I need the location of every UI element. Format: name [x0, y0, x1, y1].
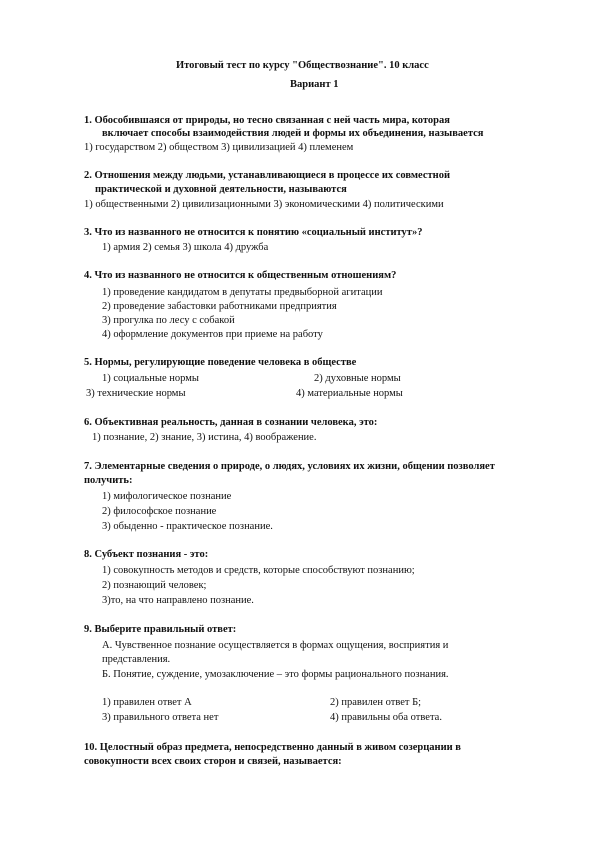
question-5-option-2: 2) духовные нормы — [314, 373, 401, 384]
question-7-option: 3) обыденно - практическое познание. — [102, 521, 273, 532]
question-9-statement-b: Б. Понятие, суждение, умозаключение – это формы рационального познания. — [102, 669, 449, 680]
question-4-option: 2) проведение забастовки работниками предприятия — [102, 301, 337, 312]
question-2-text-cont: практической и духовной деятельности, называются — [95, 184, 347, 195]
question-5-option-3: 3) технические нормы — [86, 388, 186, 399]
question-5-option-1: 1) социальные нормы — [102, 373, 199, 384]
question-8-option: 3)то, на что направлено познание. — [102, 595, 254, 606]
question-7-option: 2) философское познание — [102, 506, 217, 517]
question-2-options: 1) общественными 2) цивилизационными 3) экономическими 4) политическими — [84, 199, 444, 210]
question-9-statement-a-cont: представления. — [102, 654, 171, 665]
question-2-text: 2. Отношения между людьми, устанавливающиеся в процессе их совместной — [84, 170, 450, 181]
question-9-text: 9. Выберите правильный ответ: — [84, 624, 237, 635]
question-10-text: 10. Целостный образ предмета, непосредственно данный в живом созерцании в — [84, 742, 461, 753]
question-6-text: 6. Объективная реальность, данная в сознании человека, это: — [84, 417, 378, 428]
question-8-option: 1) совокупность методов и средств, которые способствуют познанию; — [102, 565, 415, 576]
question-4-text: 4. Что из названного не относится к общественным отношениям? — [84, 270, 397, 281]
question-3-text: 3. Что из названного не относится к понятию «социальный институт»? — [84, 227, 423, 238]
variant-label: Вариант 1 — [290, 79, 339, 90]
question-4-option: 3) прогулка по лесу с собакой — [102, 315, 235, 326]
question-8-option: 2) познающий человек; — [102, 580, 207, 591]
question-9-statement-a: А. Чувственное познание осуществляется в формах ощущения, восприятия и — [102, 640, 449, 651]
question-9-option-1: 1) правилен ответ А — [102, 697, 192, 708]
question-1-text-cont: включает способы взаимодействия людей и формы их объединения, называется — [102, 128, 484, 139]
question-9-option-2: 2) правилен ответ Б; — [330, 697, 422, 708]
question-5-text: 5. Нормы, регулирующие поведение человека в обществе — [84, 357, 357, 368]
test-title: Итоговый тест по курсу "Обществознание". 10 класс — [176, 60, 429, 71]
question-5-option-4: 4) материальные нормы — [296, 388, 403, 399]
question-9-option-3: 3) правильного ответа нет — [102, 712, 219, 723]
question-7-text: 7. Элементарные сведения о природе, о людях, условиях их жизни, общении позволяет — [84, 461, 495, 472]
question-8-text: 8. Субъект познания - это: — [84, 549, 209, 560]
question-7-text-cont: получить: — [84, 475, 133, 486]
question-1-options: 1) государством 2) обществом 3) цивилизацией 4) племенем — [84, 142, 354, 153]
question-1-text: 1. Обособившаяся от природы, но тесно связанная с ней часть мира, которая — [84, 115, 450, 126]
question-4-option: 4) оформление документов при приеме на работу — [102, 329, 323, 340]
question-10-text-cont: совокупности всех своих сторон и связей, называется: — [84, 756, 342, 767]
question-6-options: 1) познание, 2) знание, 3) истина, 4) воображение. — [92, 432, 317, 443]
question-4-option: 1) проведение кандидатом в депутаты предвыборной агитации — [102, 287, 383, 298]
question-9-option-4: 4) правильны оба ответа. — [330, 712, 442, 723]
question-3-options: 1) армия 2) семья 3) школа 4) дружба — [102, 242, 269, 253]
question-7-option: 1) мифологическое познание — [102, 491, 232, 502]
